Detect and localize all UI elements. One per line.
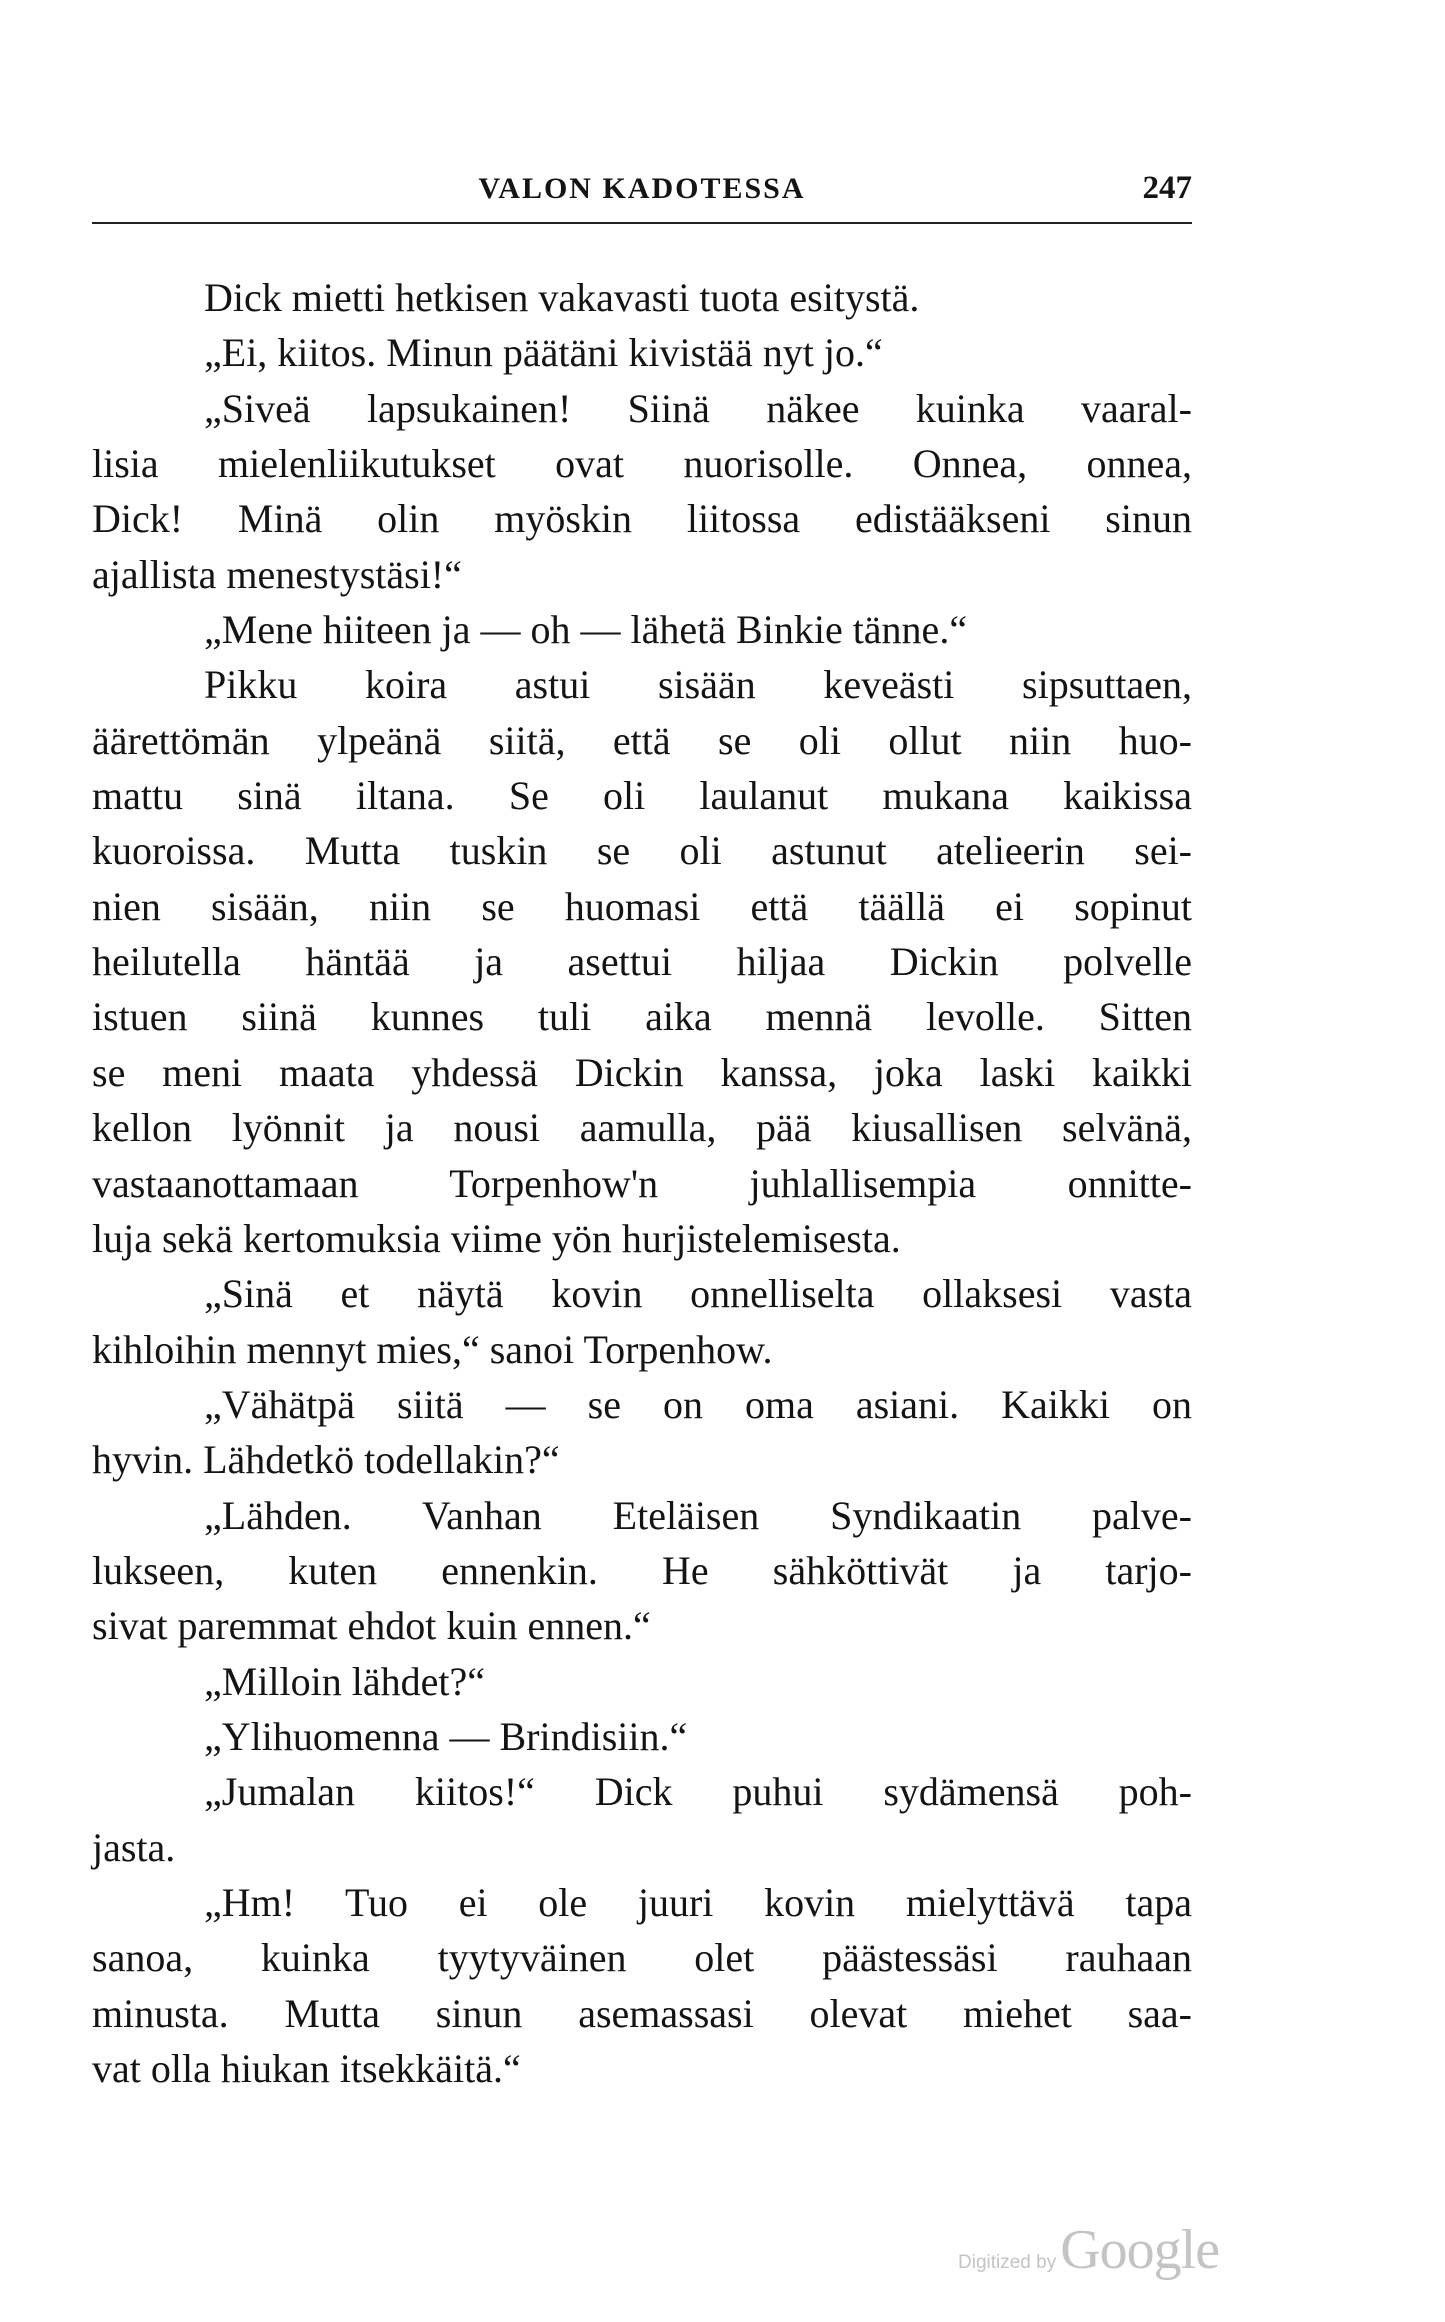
text-line: kellon lyönnit ja nousi aamulla, pää kiusallisen selvänä, <box>92 1105 1192 1151</box>
text-line: vat olla hiukan itsekkäitä.“ <box>92 2046 521 2091</box>
running-title: VALON KADOTESSA <box>478 172 806 205</box>
text-line: jasta. <box>92 1824 176 1870</box>
text-line: istuen siinä kunnes tuli aika mennä levolle. Sitten <box>92 994 1192 1040</box>
text-line: „Lähden. Vanhan Eteläisen Syndikaatin palve- <box>204 1492 1192 1538</box>
header-rule <box>92 222 1192 224</box>
text-line: heilutella häntää ja asettui hiljaa Dickin polvelle <box>92 939 1192 985</box>
text-line: Dick! Minä olin myöskin liitossa edistääkseni sinun <box>92 496 1192 542</box>
text-line: hyvin. Lähdetkö todellakin?“ <box>92 1437 560 1483</box>
page-number: 247 <box>1142 170 1192 206</box>
text-line: „Mene hiiteen ja — oh — lähetä Binkie tänne.“ <box>204 607 968 653</box>
text-line: Pikku koira astui sisään keveästi sipsuttaen, <box>204 662 1192 708</box>
body-text <box>92 270 1192 2096</box>
text-line: „Ei, kiitos. Minun päätäni kivistää nyt jo.“ <box>204 330 883 376</box>
text-line: „Hm! Tuo ei ole juuri kovin mielyttävä tapa <box>204 1879 1192 1925</box>
text-line: luja sekä kertomuksia viime yön hurjistelemisesta. <box>92 1215 901 1261</box>
text-line: äärettömän ylpeänä siitä, että se oli ollut niin huo- <box>92 717 1192 763</box>
text-line: sivat paremmat ehdot kuin ennen.“ <box>92 1603 651 1649</box>
text-line: sanoa, kuinka tyytyväinen olet päästessäsi rauhaan <box>92 1935 1192 1981</box>
text-line: „Jumalan kiitos!“ Dick puhui sydämensä poh- <box>204 1769 1192 1815</box>
text-line: Dick mietti hetkisen vakavasti tuota esitystä. <box>204 275 920 320</box>
google-logo: Google <box>1060 2219 1220 2281</box>
text-line: „Milloin lähdet?“ <box>204 1658 486 1704</box>
digitized-by-text: Digitized by <box>958 2252 1057 2273</box>
text-line: „Siveä lapsukainen! Siinä näkee kuinka vaaral- <box>204 385 1192 431</box>
text-line: „Sinä et näytä kovin onnelliselta ollaksesi vasta <box>204 1271 1192 1317</box>
text-line: ajallista menestystäsi!“ <box>92 551 462 597</box>
text-line: se meni maata yhdessä Dickin kanssa, joka laski kaikki <box>92 1049 1192 1095</box>
text-line: mattu sinä iltana. Se oli laulanut mukana kaikissa <box>92 773 1192 819</box>
text-line: vastaanottamaan Torpenhow'n juhlallisempia onnitte- <box>92 1160 1192 1206</box>
text-line: minusta. Mutta sinun asemassasi olevat miehet saa- <box>92 1990 1192 2036</box>
google-watermark <box>958 2218 1219 2282</box>
text-line: kihloihin mennyt mies,“ sanoi Torpenhow. <box>92 1326 773 1372</box>
page-header <box>92 168 1192 218</box>
text-line: „Ylihuomenna — Brindisiin.“ <box>204 1713 688 1759</box>
text-line: kuoroissa. Mutta tuskin se oli astunut atelieerin sei- <box>92 828 1192 874</box>
text-line: lukseen, kuten ennenkin. He sähköttivät ja tarjo- <box>92 1547 1192 1593</box>
text-line: lisia mielenliikutukset ovat nuorisolle. Onnea, onnea, <box>92 441 1192 487</box>
text-line: nien sisään, niin se huomasi että täällä ei sopinut <box>92 883 1192 929</box>
text-line: „Vähätpä siitä — se on oma asiani. Kaikki on <box>204 1381 1192 1427</box>
